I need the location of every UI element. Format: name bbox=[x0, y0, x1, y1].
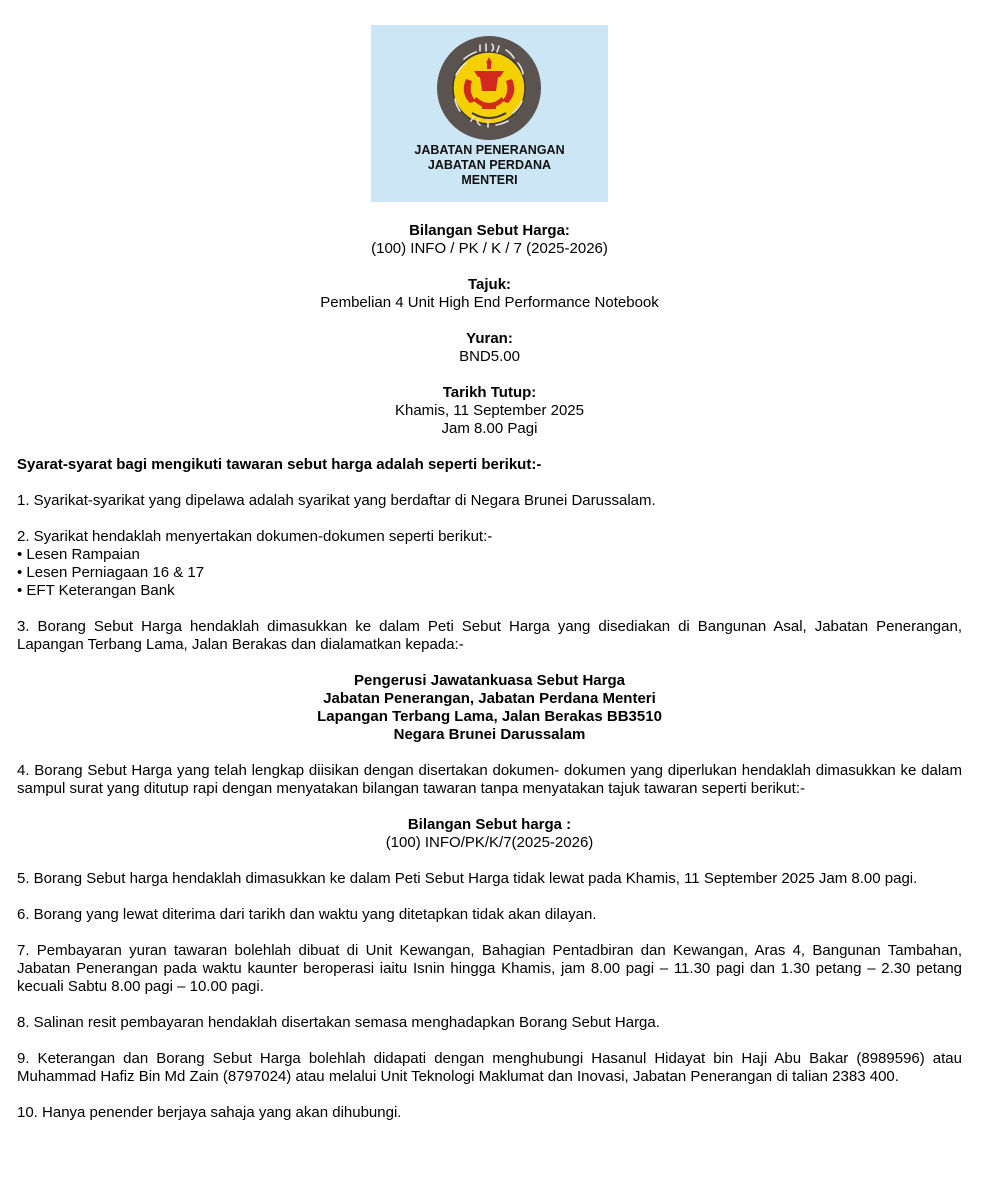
condition-9: 9. Keterangan dan Borang Sebut Harga bolehlah didapati dengan menghubungi Hasanul Hidayat bin Haji Abu Bakar (8989596) atau Muhammad Hafiz Bin Md Zain (8797024) atau melalui Unit Teknologi Maklumat dan Inovasi, Jabatan Penerangan di talian 2383 400. bbox=[17, 1050, 962, 1085]
envelope-reference-value: (100) INFO/PK/K/7(2025-2026) bbox=[385, 834, 594, 851]
quotation-reference bbox=[17, 222, 962, 258]
list-item: • Lesen Perniagaan 16 & 17 bbox=[17, 564, 205, 581]
closing-label: Tarikh Tutup: bbox=[442, 384, 537, 401]
logo-line-2: JABATAN PERDANA bbox=[427, 158, 552, 172]
title-label: Tajuk: bbox=[467, 276, 512, 293]
list-item: • EFT Keterangan Bank bbox=[17, 582, 175, 599]
envelope-reference bbox=[17, 816, 962, 852]
quotation-title bbox=[17, 276, 962, 312]
department-logo bbox=[371, 25, 608, 202]
closing-date bbox=[17, 384, 962, 438]
condition-8: 8. Salinan resit pembayaran hendaklah disertakan semasa menghadapkan Borang Sebut Harga. bbox=[17, 1014, 660, 1031]
title-value: Pembelian 4 Unit High End Performance Notebook bbox=[320, 294, 659, 311]
closing-date-value: Khamis, 11 September 2025 bbox=[394, 402, 584, 419]
condition-10: 10. Hanya penender berjaya sahaja yang akan dihubungi. bbox=[17, 1104, 402, 1121]
condition-5: 5. Borang Sebut harga hendaklah dimasukkan ke dalam Peti Sebut Harga tidak lewat pada Khamis, 11 September 2025 Jam 8.00 pagi. bbox=[17, 870, 918, 887]
condition-3: 3. Borang Sebut Harga hendaklah dimasukkan ke dalam Peti Sebut Harga yang disediakan di Bangunan Asal, Jabatan Penerangan, Lapangan Terbang Lama, Jalan Berakas dan dialamatkan kepada:- bbox=[17, 618, 962, 653]
address-line: Lapangan Terbang Lama, Jalan Berakas BB3510 bbox=[317, 708, 662, 725]
condition-1: 1. Syarikat-syarikat yang dipelawa adalah syarikat yang berdaftar di Negara Brunei Darussalam. bbox=[17, 492, 656, 509]
closing-time-value: Jam 8.00 Pagi bbox=[441, 420, 538, 437]
list-item: • Lesen Rampaian bbox=[17, 546, 140, 563]
condition-2-text: 2. Syarikat hendaklah menyertakan dokumen-dokumen seperti berikut:- bbox=[17, 528, 493, 545]
address-line: Jabatan Penerangan, Jabatan Perdana Menteri bbox=[323, 690, 656, 707]
condition-4: 4. Borang Sebut Harga yang telah lengkap diisikan dengan disertakan dokumen- dokumen yang diperlukan hendaklah dimasukkan ke dalam sampul surat yang ditutup rapi dengan menyatakan bilangan tawaran tanpa menyatakan tajuk tawaran seperti berikut:- bbox=[17, 762, 962, 797]
fee-label: Yuran: bbox=[466, 330, 513, 347]
reference-label: Bilangan Sebut Harga: bbox=[409, 222, 570, 239]
fee-value: BND5.00 bbox=[459, 348, 520, 365]
logo-caption bbox=[371, 143, 608, 188]
logo-line-3: MENTERI bbox=[461, 173, 518, 187]
condition-2 bbox=[17, 528, 962, 600]
reference-value: (100) INFO / PK / K / 7 (2025-2026) bbox=[371, 240, 608, 257]
condition-7: 7. Pembayaran yuran tawaran bolehlah dibuat di Unit Kewangan, Bahagian Pentadbiran dan Kewangan, Aras 4, Bangunan Tambahan, Jabatan Penerangan pada waktu kaunter beroperasi iaitu Isnin hingga Khamis, jam 8.00 pagi – 11.30 pagi dan 1.30 petang – 2.30 petang kecuali Sabtu 8.00 pagi – 10.00 pagi. bbox=[17, 942, 962, 995]
tender-notice bbox=[17, 25, 962, 1122]
logo-line-1: JABATAN PENERANGAN bbox=[414, 143, 565, 157]
mailing-address bbox=[17, 672, 962, 744]
envelope-reference-label: Bilangan Sebut harga : bbox=[407, 816, 572, 833]
brunei-crest-icon bbox=[436, 35, 542, 141]
quotation-fee bbox=[17, 330, 962, 366]
address-line: Pengerusi Jawatankuasa Sebut Harga bbox=[354, 672, 625, 689]
address-line: Negara Brunei Darussalam bbox=[393, 726, 586, 743]
conditions-heading: Syarat-syarat bagi mengikuti tawaran sebut harga adalah seperti berikut:- bbox=[17, 456, 542, 473]
condition-6: 6. Borang yang lewat diterima dari tarikh dan waktu yang ditetapkan tidak akan dilayan. bbox=[17, 906, 597, 923]
